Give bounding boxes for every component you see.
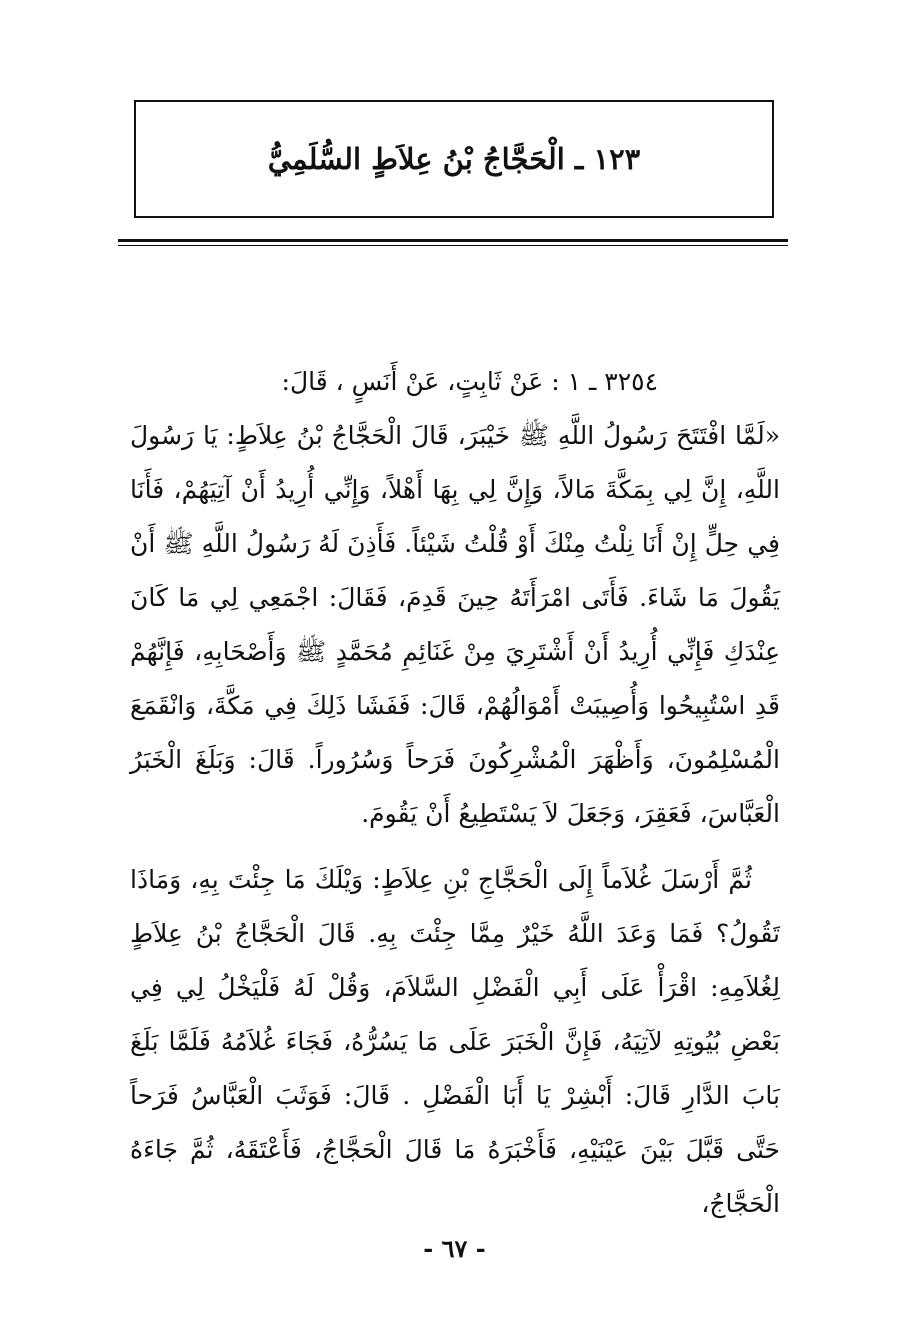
page-number: - ٦٧ -	[423, 1234, 486, 1263]
header-divider-thick	[118, 239, 788, 242]
chapter-title-box	[134, 100, 774, 218]
hadith-paragraph-2: ثُمَّ أَرْسَلَ غُلاَماً إِلَى الْحَجَّاجِ بْنِ عِلاَطٍ: وَيْلَكَ مَا جِئْتَ بِهِ، وَمَاذَا تَقُولُ؟ فَمَا وَعَدَ اللَّهُ خَيْرٌ مِمَّا جِئْتَ بِهِ. قَالَ الْحَجَّاجُ بْنُ عِلاَطٍ لِغُلاَمِهِ: اقْرَأْ عَلَى أَبِي الْفَضْلِ السَّلاَمَ، وَقُلْ لَهُ فَلْيَخْلُ لِي فِي بَعْضِ بُيُوتِهِ لآتِيَهُ، فَإِنَّ الْخَبَرَ عَلَى مَا يَسُرُّهُ، فَجَاءَ غُلاَمُهُ فَلَمَّا بَلَغَ بَابَ الدَّارِ قَالَ: أَبْشِرْ يَا أَبَا الْفَضْلِ . قَالَ: فَوَثَبَ الْعَبَّاسُ فَرَحاً حَتَّى قَبَّلَ بَيْنَ عَيْنَيْهِ، فَأَخْبَرَهُ مَا قَالَ الْحَجَّاجُ، فَأَعْتَقَهُ، ثُمَّ جَاءَهُ الْحَجَّاجُ،	[130, 865, 780, 1218]
header-divider-thin	[118, 245, 788, 246]
hadith-body	[130, 355, 780, 1231]
hadith-paragraph-1: «لَمَّا افْتَتَحَ رَسُولُ اللَّهِ ﷺ خَيْبَرَ، قَالَ الْحَجَّاجُ بْنُ عِلاَطٍ: يَا رَسُولَ اللَّهِ، إِنَّ لِي بِمَكَّةَ مَالاً، وَإِنَّ لِي بِهَا أَهْلاً، وَإِنِّي أُرِيدُ أَنْ آتِيَهُمْ، فَأَنَا فِي حِلٍّ إِنْ أَنَا نِلْتُ مِنْكَ أَوْ قُلْتُ شَيْئاً. فَأَذِنَ لَهُ رَسُولُ اللَّهِ ﷺ أَنْ يَقُولَ مَا شَاءَ. فَأَتَى امْرَأَتَهُ حِينَ قَدِمَ، فَقَالَ: اجْمَعِي لِي مَا كَانَ عِنْدَكِ فَإِنِّي أُرِيدُ أَنْ أَشْتَرِيَ مِنْ غَنَائِمِ مُحَمَّدٍ ﷺ وَأَصْحَابِهِ، فَإِنَّهُمْ قَدِ اسْتُبِيحُوا وَأُصِيبَتْ أَمْوَالُهُمْ، قَالَ: فَفَشَا ذَلِكَ فِي مَكَّةَ، وَانْقَمَعَ الْمُسْلِمُونَ، وَأَظْهَرَ الْمُشْرِكُونَ فَرَحاً وَسُرُوراً. قَالَ: وَبَلَغَ الْخَبَرُ الْعَبَّاسَ، فَعَقِرَ، وَجَعَلَ لاَ يَسْتَطِيعُ أَنْ يَقُومَ.	[130, 421, 780, 828]
hadith-heading: ٣٢٥٤ ـ ١ : عَنْ ثَابِتٍ، عَنْ أَنَسٍ ، قَالَ:	[281, 367, 658, 396]
chapter-title: ١٢٣ ـ الْحَجَّاجُ بْنُ عِلاَطٍ السُّلَمِيُّ	[267, 142, 641, 176]
